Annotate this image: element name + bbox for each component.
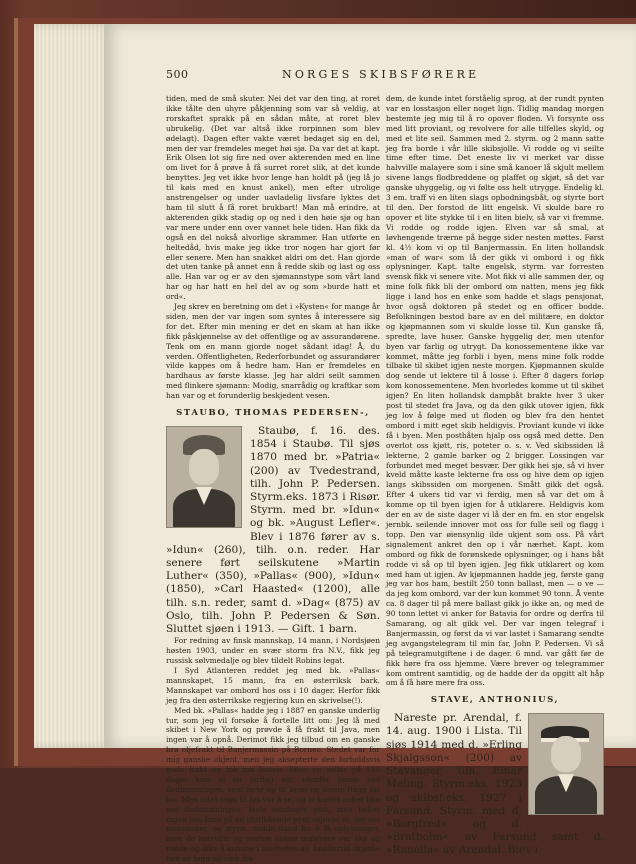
bio-heading-stave: STAVE, ANTHONIUS,: [430, 695, 560, 706]
bio-lead-staubo: Staubø, f. 16. des. 1854 i Staubø. Til sjøs 1870 med br. »Patria« (200) av Tvedestrand, tilh. John P. Pedersen. Styrm.eks. 1873 i Risør. Styrm. med br. »Idun« og bk. »August Lefler«. Blev i 1876 fører av s. »Idun« (260), tilh. o.n. reder. Har senere ført seilskutene »Martin Luther« (350), »Pallas« (900), »Idun« (1850), »Carl Haasted« (1200), alle tilh. s.n. reder, samt d. »Dag« (875) av Oslo, tilh. John P. Pedersen & Søn. Sluttet sjøen i 1913. — Gift. 1 barn.: [166, 425, 380, 636]
bio-heading-staubo: STAUBO, THOMAS PEDERSEN-,: [176, 408, 370, 419]
running-head: NORGES SKIBSFØRERE: [282, 68, 480, 81]
bio-paragraph: For redning av finsk mannskap, 14 mann, i Nordsjøen høsten 1903, under en svær storm fra N.V., fikk jeg russisk sølvmedalje og blev tildelt Robins legat.: [166, 636, 380, 666]
body-paragraph: dem, de kunde intet forståelig sprog, at der rundt pynten var en losstasjon eller noget lign. Tidlig mandag morgen bestemte jeg mig til å ro opover floden. Vi forsynte oss med litt proviant, og revolvere for alle tilfelles skyld, og med et lite seil. Sammen med 2. styrm. og 2 mann satte jeg fra borde i vår lille skibsjolle. Vi rodde og vi seilte time efter time. Det eneste liv vi merket var disse halvville malayere som i sine små kanoer lå skjult mellem sivene langs flodbreddene og plaffet og skjøt, så det var ganske uhyggelig, og vi følte oss helt utrygge. Endelig kl. 3 em. traff vi en liten slags opbodningsbåt, og styrte bort til den. Der forstod de litt engelsk. Vi skulde bare ro opover et lite stykke til i en liten bielv, så var vi fremme. Vi rodde og rodde igjen. Elven var så smal, at løvhengende trærne på begge sider nesten møttes. Først kl. 4½ kom vi op til Banjermassin. En liten hollandsk »man of war« som lå der gikk vi ombord i og fikk oplysninger. Kapt. talte engelsk, styrm. var forresten svensk fikk vi senere vite. Mot fikk vi alle sammen der, og mine folk fikk bli der ombord om natten, mens jeg fikk ligge i land hos en enke som hadde et slags pensjonat, hvor også doktoren på stedet og en officer bodde. Befolkningen bestod bare av en del militære, en doktor og kjøpmannen som vi skulde losse til. Kun ganske få, spredte, lave huser. Ganske hyggelig der, men utenfor byen var farlig og utrygt. Da konossementene ikke var kommet, måtte jeg forbli i byen, mens mine folk rodde tilbake til skibet igjen neste morgen. Kjøpmannen skulde dog sende ut lektere til å losse i. Efter 8 dagers forløp kom konossementene. Men hvorledes komme ut til skibet igjen? En liten hollandsk dampbåt brakte hver 3 uker post til stedet fra Java, og da den gikk utover igjen, fikk jeg lov å følge med ut floden og blev fra den hentet ombord i mitt eget skib heldigvis. Proviant kunde vi ikke få i byen. Men posthåten hjalp oss også med dette. Den overlot oss kjøtt, ris, poteter o. s. v. Ved skibssiden lå lekterne, 2 gamle barker og 2 brigger. Lossingen var forbundet med meget besvær. Der gikk hei sjø, så vi hver kveld måtte kaste lekterne fra oss og hive dem op igjen langs skibssiden om morgenen. Smått gikk det også. Efter 4 ukers tid var vi ferdig, men så var det om å komme op til byen igjen for å utklarere. Heldigvis kom der en av de siste dager vi lå der en fm. en stor engelsk jernbk. seilende innover mot oss for fulle seil og flagg i topp. Den var øiensynlig ilde ukjent som oss. På vårt signalement ankret den op i vår nærhet. Kapt. kom ombord og fikk de forønskede oplysninger, og i hans båt rodde vi så op til byen igjen. Jeg fikk utklarert og kom med ham ut igjen. Av kjøpmannen hadde jeg, første gang jeg var hos ham, bestilt 250 tonn ballast, men — o ve — da jeg kom ombord, var der kun kommet 90 tonn. Å vente ca. 8 dager til på mere ballast gikk jo ikke an, og med de 90 tonn lettet vi anker for Batavia for ordre og derfra til Samarang, og alt gikk vel. Der var ingen telegraf i Banjermassin, og først da vi var lastet i Samarang sendte jeg avgangstelegram til min far, John P. Pedersen. Vi så på telegramutgiftene i de dager. 6 mnd. var gått før de fikk høre fra oss hjemme. Være brever og telegrammer kom omtrent samtidig, og de hadde der da opgitt alt håp om å få høre mere fra oss.: [386, 94, 604, 688]
page-stack-edge: [34, 24, 114, 748]
bio-lead-stave: Nareste pr. Arendal, f. 14. aug. 1900 i Lista. Til sjøs 1914 med d. »Erling Skjalgsson« (200) av Stavanger, tilh. Einar Meling. Styrm.eks. 1923 og skibsf.eks. 1927 i Farsund. Styrm. med d. »Borgfred« og d. »Bratholm« av Farsund samt d. »Ranella« av Arendal. Blev i: [386, 712, 604, 857]
page-header: [104, 68, 636, 84]
portrait-photo-staubo: [166, 426, 242, 528]
bio-paragraph: I Syd Atlanteren reddet jeg med bk. »Pallas« mannskapet, 15 mann, fra en østerriksk bark. Mannskapet var ombord hos oss i 10 dager. Herfor fikk jeg fra den østerrikske regjering kun en skrivelse(!).: [166, 665, 380, 705]
right-column: [386, 94, 604, 858]
face-shape: [189, 449, 219, 485]
face-shape: [551, 736, 581, 772]
body-paragraph: tiden, med de små skuter. Nei det var den ting, at roret ikke tålte den uhyre påkjenning som var så veldig, at rorskaftet sprakk på en sådan måte, at roret blev ubrukelig. (Det var altså ikke rorpinnen som blev ødelagt). Dagen efter vakte været bedaget sig en del, men der var fremdeles meget høi sjø. Da var det at kapt. Erik Olsen lot sig fire ned over akterenden med en line om livet for å prøve å få surret roret slik, at det kunde benyttes. Jeg vet ikke hvor lenge han holdt på (jeg lå jo til køis med en knust ankel), men efter utrolige anstrengelser og under uavladelig livsfare lyktes det ham til slutt å få roret brukbart! Man må erindre, at akterenden gikk stadig op og ned i den høie sjø og han var mere under enn over vannet hele tiden. Han fikk da også en del nokså alvorlige skrammer. Han utførte en heltedåd, hvis make jeg ikke tror nogen har gjort før eller senere. Men han snakket aldri om det. Han gjorde det uten tanke på annet enn å redde skib og last og oss alle. Han var og er av den sjømannstype som vårt land har og har hatt en hel del av og som »burde hatt et ord«.: [166, 94, 380, 302]
book-page: [104, 24, 636, 864]
body-paragraph: Jeg skrev en beretning om det i »Kysten« for mange år siden, men der var ingen som syntes å interessere sig for det. Efter min mening er det en skam at han ikke fikk påskjønnelse av det offentlige og av assurandørene. Tenk om en mann gjorde noget sådant idag! Å, du verden. Offentligheten, Rederforbundet og assurandører vilde kappes om å hedre ham. Han er fremdeles en hardhaus av første klasse. Jeg har aldri seilt sammen med flinkere sjømann: Modig, snarrådig og kraftkar som han var og et forunderlig beskjedent vesen.: [166, 302, 380, 401]
page-number: 500: [166, 68, 189, 81]
bio-paragraph: Med bk. »Pallas« hadde jeg i 1887 en ganske underlig tur, som jeg vil forsøke å fortelle litt om: Jeg lå med skibet i New York og prøvde å få frakt til Java, men ingen var å opnå. Derimot fikk jeg tilbud om en ganske bra oljefrakt til Banjermassin på Borneo. Stedet var for mig ganske ukjent, men jeg aksepterte den forholdsvis gode frakt og tok inn lasten. Efter en seilas på 110 dager kom vi en lørdag em. utenfor baren ved flodmunningen, som førte op til byen og heiste flagg for los. Men intet tegn til los var å se, og vi kastet anker like ved flodmunningen. Hele søndagen gikk, men heller ingen los. Inne på en utstikkende pynt skjønte vi, der var mennesker, og styrm. rodde iland for å få oplysninger, men de halvville og nesten nakne malayere var sky og rodde og ikke å komme i nærheten av. Imidlertid skjønte han av tegn og vink fra: [166, 705, 380, 864]
portrait-photo-stave: [528, 713, 604, 815]
left-column: [166, 94, 380, 864]
